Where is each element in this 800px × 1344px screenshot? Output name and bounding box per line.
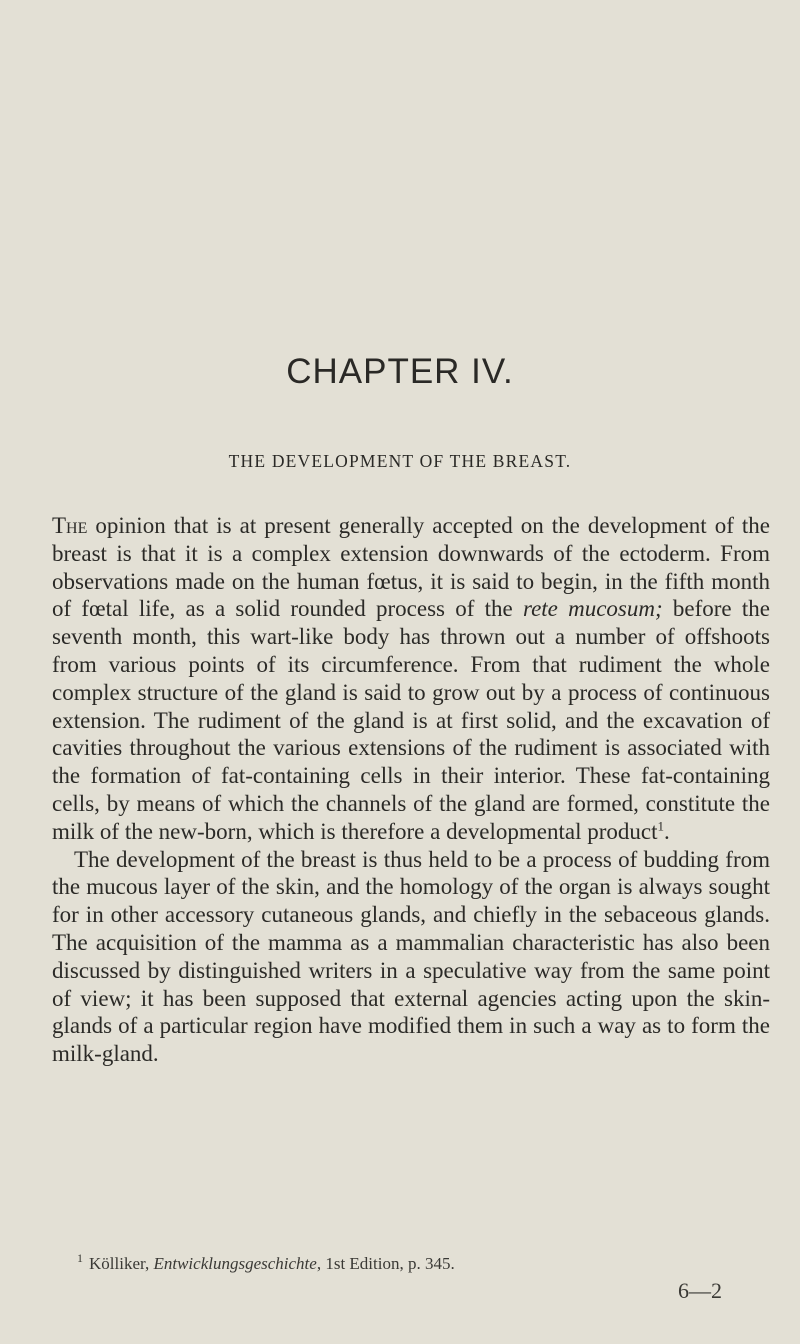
section-title: THE DEVELOPMENT OF THE BREAST. <box>228 451 572 471</box>
paragraph-1 <box>52 512 770 846</box>
body-text <box>52 512 770 1068</box>
footnote-marker: 1 <box>77 1251 83 1266</box>
italic-term: rete mucosum; <box>522 596 663 622</box>
footnote-details: , 1st Edition, p. 345. <box>316 1254 455 1273</box>
footnote-work: Entwicklungsgeschichte <box>153 1254 317 1273</box>
paragraph-1-text-b: before the seventh month, this wart-like body has thrown out a number of offshoots from various points of its circumference. From that rudiment the whole complex structure of the gland is said to grow out by a process of continuous extension. The rudiment of the gland is at first solid, and the excavation of cavities throughout the various extensions of the rudiment is associated with the formation of fat-containing cells in their interior. These fat-containing cells, by means of which the channels of the gland are formed, constitute the milk of the new-born, which is therefore a developmental product <box>52 596 770 844</box>
paragraph-1-end: . <box>663 818 670 844</box>
paragraph-lead-word: The <box>52 513 88 538</box>
printer-signature: 6—2 <box>678 1278 722 1303</box>
chapter-title: CHAPTER IV. <box>286 352 514 391</box>
footnote-author: Kölliker, <box>89 1254 154 1273</box>
footnote-reference: 1 <box>657 818 664 834</box>
paragraph-1-text-a: opinion that is at present generally accepted on the development of the breast is that it is a complex extension downwards of the ectoderm. From observations made on the human fœtus, it is said to begin, in the fifth month of fœtal life, as a solid rounded process of the <box>52 513 770 622</box>
footnote <box>77 1251 777 1274</box>
paragraph-2: The development of the breast is thus held to be a process of budding from the mucous layer of the skin, and the homology of the organ is always sought for in other accessory cutaneous glands, and chiefly in the sebaceous glands. The acquisition of the mamma as a mammalian characteristic has also been discussed by distinguished writers in a speculative way from the same point of view; it has been supposed that external agencies acting upon the skin-glands of a particular region have modified them in such a way as to form the milk-gland. <box>52 846 770 1067</box>
